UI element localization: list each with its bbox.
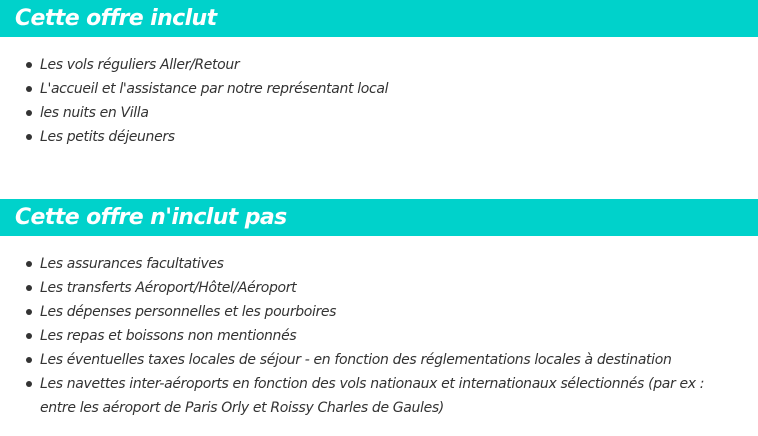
bullet-icon — [26, 110, 32, 116]
list-item-text: Les éventuelles taxes locales de séjour - en fonction des réglementations locales à destination — [40, 352, 672, 368]
list-item — [0, 348, 758, 372]
list-item-text: Les repas et boissons non mentionnés — [40, 328, 297, 344]
list-item — [0, 77, 758, 101]
list-item — [0, 300, 758, 324]
list-item-text: Les dépenses personnelles et les pourboires — [40, 304, 337, 320]
list-item-text: les nuits en Villa — [40, 105, 149, 121]
bullet-icon — [26, 62, 32, 68]
list-item — [0, 324, 758, 348]
excluded-title: Cette offre n'inclut pas — [15, 205, 287, 230]
list-item-text: Les assurances facultatives — [40, 256, 224, 272]
list-item-text: Les transferts Aéroport/Hôtel/Aéroport — [40, 280, 297, 296]
bullet-icon — [26, 381, 32, 387]
list-item-text: Les vols réguliers Aller/Retour — [40, 57, 240, 73]
bullet-icon — [26, 333, 32, 339]
excluded-header — [0, 199, 758, 236]
list-item — [0, 372, 758, 420]
list-item-text: Les petits déjeuners — [40, 129, 175, 145]
bullet-icon — [26, 86, 32, 92]
included-list — [0, 37, 758, 149]
list-item-text: L'accueil et l'assistance par notre représentant local — [40, 81, 389, 97]
list-item-text: Les navettes inter-aéroports en fonction des vols nationaux et internationaux sélectionnés (par ex : entre les aéroport de Paris Orly et Roissy Charles de Gaules) — [40, 376, 705, 416]
list-item — [0, 252, 758, 276]
bullet-icon — [26, 285, 32, 291]
included-header — [0, 0, 758, 37]
list-item — [0, 53, 758, 77]
included-section — [0, 0, 758, 199]
list-item — [0, 101, 758, 125]
bullet-icon — [26, 309, 32, 315]
list-item — [0, 125, 758, 149]
excluded-section — [0, 199, 758, 420]
list-item — [0, 276, 758, 300]
excluded-list — [0, 236, 758, 420]
included-title: Cette offre inclut — [15, 6, 217, 31]
bullet-icon — [26, 261, 32, 267]
bullet-icon — [26, 134, 32, 140]
bullet-icon — [26, 357, 32, 363]
